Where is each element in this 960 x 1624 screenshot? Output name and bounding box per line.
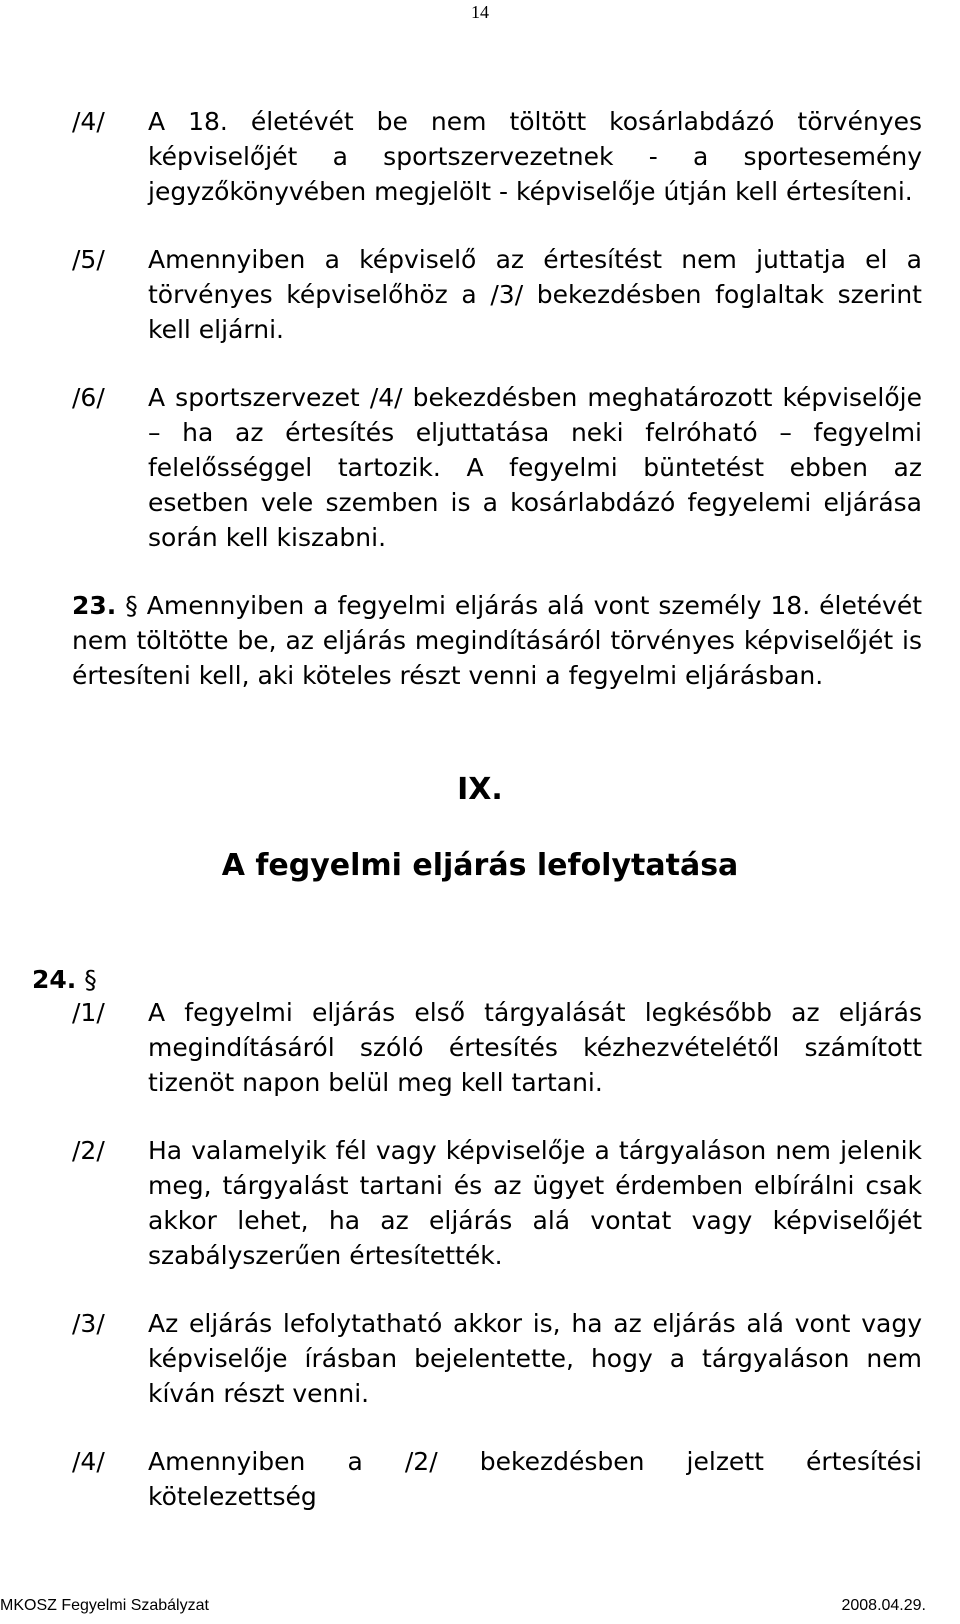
section-sign: § — [125, 591, 138, 620]
chapter-numeral: IX. — [457, 772, 503, 807]
paragraph-text: Ha valamelyik fél vagy képviselője a tárgyaláson nem jelenik meg, tárgyalást tartani és az ügyet érdemben elbírálni csak akkor lehet, ha az eljárás alá vontat vagy képviselőjét szabályszerűen értesítették. — [148, 1136, 922, 1270]
paragraph-number: /2/ — [72, 1136, 105, 1165]
paragraph-24-2 — [72, 1133, 922, 1273]
paragraph-number: /6/ — [72, 383, 105, 412]
paragraph-24-4 — [72, 1444, 922, 1514]
paragraph-text: Az eljárás lefolytatható akkor is, ha az eljárás alá vont vagy képviselője írásban bejelentette, hogy a tárgyaláson nem kíván részt venni. — [148, 1309, 922, 1408]
paragraph-number: /3/ — [72, 1309, 105, 1338]
section-24 — [32, 962, 882, 997]
section-number: 23. — [72, 591, 117, 620]
section-number: 24. — [32, 965, 77, 994]
paragraph-4 — [72, 104, 922, 209]
paragraph-5 — [72, 242, 922, 347]
section-text: Amennyiben a fegyelmi eljárás alá vont személy 18. életévét nem töltötte be, az eljárás megindításáról törvényes képviselőjét is értesíteni kell, aki köteles részt venni a fegyelmi eljárásban. — [72, 591, 923, 690]
paragraph-number: /4/ — [72, 107, 105, 136]
paragraph-text: A fegyelmi eljárás első tárgyalását legkésőbb az eljárás megindításáról szóló értesítés kézhezvételétől számított tizenöt napon belül meg kell tartani. — [148, 998, 922, 1097]
paragraph-24-3 — [72, 1306, 922, 1411]
footer-document-title: MKOSZ Fegyelmi Szabályzat — [0, 1597, 209, 1614]
paragraph-text: Amennyiben a /2/ bekezdésben jelzett értesítési kötelezettség — [148, 1447, 922, 1511]
paragraph-number: /1/ — [72, 998, 105, 1027]
paragraph-text: A sportszervezet /4/ bekezdésben meghatározott képviselője – ha az értesítés eljuttatása neki felróható – fegyelmi felelősséggel tartozik. A fegyelmi büntetést ebben az esetben vele szemben is a kosárlabdázó fegyelemi eljárása során kell kiszabni. — [148, 383, 922, 552]
paragraph-number: /5/ — [72, 245, 105, 274]
section-sign: § — [84, 965, 97, 994]
page-number: 14 — [471, 2, 489, 22]
paragraph-number: /4/ — [72, 1447, 105, 1476]
paragraph-6 — [72, 380, 922, 555]
footer-date: 2008.04.29. — [841, 1597, 926, 1614]
section-23 — [72, 588, 922, 693]
chapter-title: A fegyelmi eljárás lefolytatása — [221, 848, 739, 883]
paragraph-text: Amennyiben a képviselő az értesítést nem juttatja el a törvényes képviselőhöz a /3/ bekezdésben foglaltak szerint kell eljárni. — [148, 245, 922, 344]
paragraph-24-1 — [72, 995, 922, 1100]
paragraph-text: A 18. életévét be nem töltött kosárlabdázó törvényes képviselőjét a sportszervezetnek - a sportesemény jegyzőkönyvében megjelölt - képviselője útján kell értesíteni. — [148, 107, 922, 206]
